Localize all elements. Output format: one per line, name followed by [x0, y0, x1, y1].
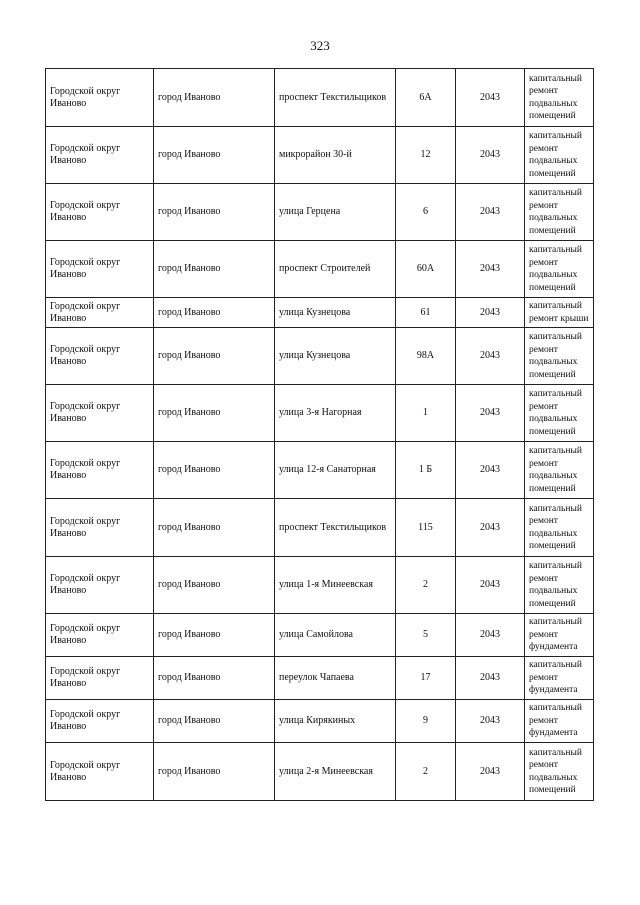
work-type-cell: капитальный ремонт подвальных помещений — [525, 557, 594, 614]
city-cell: город Иваново — [154, 184, 275, 241]
table-row — [46, 700, 594, 743]
house-number-cell: 98А — [396, 328, 456, 385]
table-row — [46, 614, 594, 657]
table-row — [46, 127, 594, 184]
city-cell: город Иваново — [154, 127, 275, 184]
work-type-cell: капитальный ремонт крыши — [525, 298, 594, 328]
house-number-cell: 2 — [396, 557, 456, 614]
district-cell: Городской округ Иваново — [46, 127, 154, 184]
city-cell: город Иваново — [154, 499, 275, 557]
page-number: 323 — [310, 38, 330, 53]
street-cell: микрорайон 30-й — [275, 127, 396, 184]
year-cell: 2043 — [456, 328, 525, 385]
year-cell: 2043 — [456, 127, 525, 184]
work-type-cell: капитальный ремонт подвальных помещений — [525, 328, 594, 385]
house-number-cell: 5 — [396, 614, 456, 657]
district-cell: Городской округ Иваново — [46, 557, 154, 614]
house-number-cell: 6А — [396, 69, 456, 127]
city-cell: город Иваново — [154, 700, 275, 743]
year-cell: 2043 — [456, 743, 525, 801]
table-row — [46, 298, 594, 328]
table-row — [46, 385, 594, 442]
street-cell: улица Кузнецова — [275, 328, 396, 385]
work-type-cell: капитальный ремонт фундамента — [525, 657, 594, 700]
year-cell: 2043 — [456, 499, 525, 557]
city-cell: город Иваново — [154, 743, 275, 801]
city-cell: город Иваново — [154, 298, 275, 328]
street-cell: проспект Текстильщиков — [275, 499, 396, 557]
table-row — [46, 328, 594, 385]
street-cell: проспект Строителей — [275, 241, 396, 298]
year-cell: 2043 — [456, 657, 525, 700]
repair-schedule-table — [45, 68, 594, 801]
year-cell: 2043 — [456, 298, 525, 328]
street-cell: проспект Текстильщиков — [275, 69, 396, 127]
city-cell: город Иваново — [154, 657, 275, 700]
house-number-cell: 12 — [396, 127, 456, 184]
district-cell: Городской округ Иваново — [46, 241, 154, 298]
work-type-cell: капитальный ремонт фундамента — [525, 614, 594, 657]
city-cell: город Иваново — [154, 557, 275, 614]
street-cell: переулок Чапаева — [275, 657, 396, 700]
city-cell: город Иваново — [154, 442, 275, 499]
city-cell: город Иваново — [154, 385, 275, 442]
district-cell: Городской округ Иваново — [46, 298, 154, 328]
city-cell: город Иваново — [154, 69, 275, 127]
district-cell: Городской округ Иваново — [46, 700, 154, 743]
house-number-cell: 17 — [396, 657, 456, 700]
district-cell: Городской округ Иваново — [46, 614, 154, 657]
street-cell: улица 2-я Минеевская — [275, 743, 396, 801]
city-cell: город Иваново — [154, 241, 275, 298]
year-cell: 2043 — [456, 69, 525, 127]
year-cell: 2043 — [456, 700, 525, 743]
house-number-cell: 9 — [396, 700, 456, 743]
year-cell: 2043 — [456, 184, 525, 241]
work-type-cell: капитальный ремонт подвальных помещений — [525, 743, 594, 801]
district-cell: Городской округ Иваново — [46, 442, 154, 499]
street-cell: улица Кузнецова — [275, 298, 396, 328]
table-body — [46, 69, 594, 801]
table-row — [46, 499, 594, 557]
table-row — [46, 557, 594, 614]
street-cell: улица 1-я Минеевская — [275, 557, 396, 614]
house-number-cell: 61 — [396, 298, 456, 328]
house-number-cell: 60А — [396, 241, 456, 298]
street-cell: улица Герцена — [275, 184, 396, 241]
district-cell: Городской округ Иваново — [46, 385, 154, 442]
street-cell: улица 3-я Нагорная — [275, 385, 396, 442]
house-number-cell: 115 — [396, 499, 456, 557]
street-cell: улица Самойлова — [275, 614, 396, 657]
house-number-cell: 1 — [396, 385, 456, 442]
year-cell: 2043 — [456, 442, 525, 499]
house-number-cell: 1 Б — [396, 442, 456, 499]
table-row — [46, 743, 594, 801]
work-type-cell: капитальный ремонт подвальных помещений — [525, 69, 594, 127]
year-cell: 2043 — [456, 557, 525, 614]
work-type-cell: капитальный ремонт подвальных помещений — [525, 385, 594, 442]
work-type-cell: капитальный ремонт подвальных помещений — [525, 241, 594, 298]
table-row — [46, 442, 594, 499]
street-cell: улица Кирякиных — [275, 700, 396, 743]
table-row — [46, 69, 594, 127]
district-cell: Городской округ Иваново — [46, 657, 154, 700]
work-type-cell: капитальный ремонт подвальных помещений — [525, 184, 594, 241]
district-cell: Городской округ Иваново — [46, 499, 154, 557]
table-row — [46, 184, 594, 241]
district-cell: Городской округ Иваново — [46, 743, 154, 801]
house-number-cell: 2 — [396, 743, 456, 801]
city-cell: город Иваново — [154, 614, 275, 657]
year-cell: 2043 — [456, 241, 525, 298]
work-type-cell: капитальный ремонт фундамента — [525, 700, 594, 743]
district-cell: Городской округ Иваново — [46, 328, 154, 385]
work-type-cell: капитальный ремонт подвальных помещений — [525, 499, 594, 557]
house-number-cell: 6 — [396, 184, 456, 241]
work-type-cell: капитальный ремонт подвальных помещений — [525, 127, 594, 184]
district-cell: Городской округ Иваново — [46, 184, 154, 241]
year-cell: 2043 — [456, 614, 525, 657]
district-cell: Городской округ Иваново — [46, 69, 154, 127]
table-row — [46, 657, 594, 700]
street-cell: улица 12-я Санаторная — [275, 442, 396, 499]
city-cell: город Иваново — [154, 328, 275, 385]
work-type-cell: капитальный ремонт подвальных помещений — [525, 442, 594, 499]
year-cell: 2043 — [456, 385, 525, 442]
table-row — [46, 241, 594, 298]
